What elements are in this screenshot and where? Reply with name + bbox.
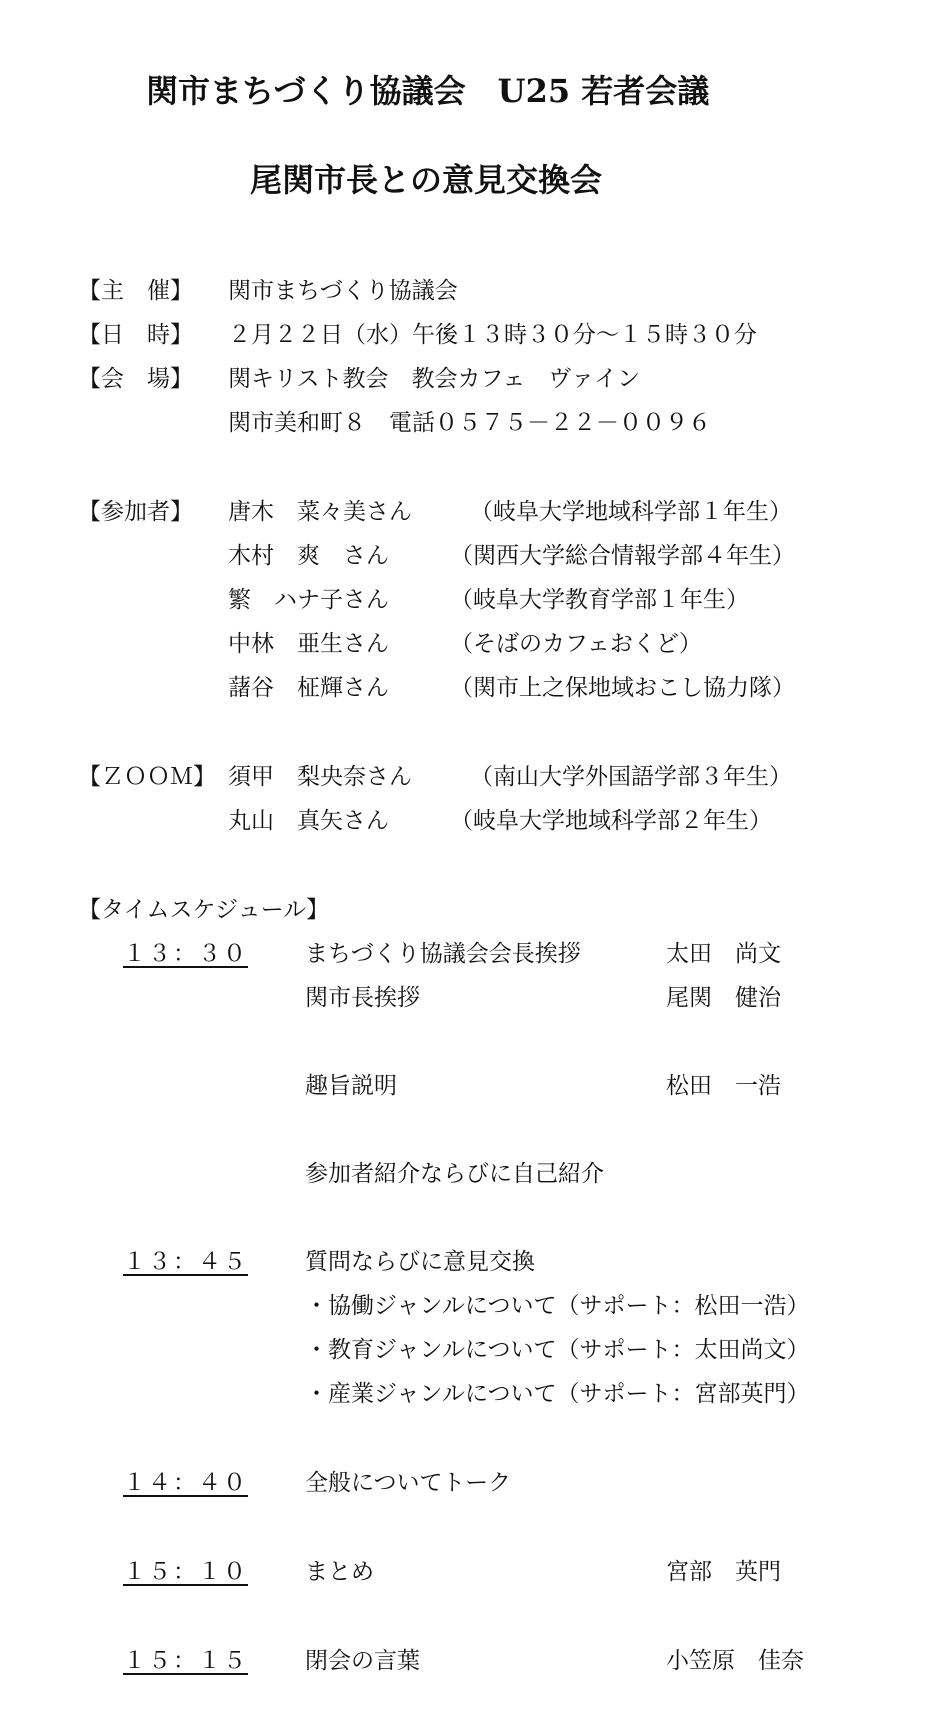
schedule-item: まちづくり協議会会長挨拶 — [305, 941, 581, 967]
schedule-subitem: ・協働ジャンルについて（サポート：松田一浩） — [305, 1293, 810, 1319]
organizer-value: 関市まちづくり協議会 — [228, 278, 458, 304]
zoom-participant-affiliation: （岐阜大学地域科学部２年生） — [450, 808, 772, 834]
document-subtitle: 尾関市長との意見交換会 — [250, 161, 603, 199]
schedule-subitem: ・教育ジャンルについて（サポート：太田尚文） — [305, 1337, 810, 1363]
schedule-person: 尾関 健治 — [666, 985, 781, 1011]
schedule-time: １３：４５ — [123, 1249, 248, 1275]
schedule-item: 閉会の言葉 — [305, 1648, 420, 1674]
participant-name: 木村 爽 さん — [228, 543, 389, 569]
participant-name: 唐木 菜々美さん — [228, 499, 412, 525]
venue-label: 【会 場】 — [78, 366, 193, 392]
schedule-item: 全般についてトーク — [305, 1470, 512, 1496]
schedule-person: 松田 一浩 — [666, 1073, 781, 1099]
participants-label: 【参加者】 — [78, 499, 193, 525]
participant-affiliation: （そばのカフェおくど） — [450, 631, 702, 657]
participant-affiliation: （関市上之保地域おこし協力隊） — [450, 675, 795, 701]
schedule-label: 【タイムスケジュール】 — [78, 897, 330, 923]
document-title: 関市まちづくり協議会 U25 若者会議 — [146, 72, 710, 110]
schedule-time: １４：４０ — [123, 1470, 248, 1496]
zoom-participant-affiliation: （南山大学外国語学部３年生） — [470, 764, 792, 790]
schedule-person: 宮部 英門 — [666, 1559, 781, 1585]
schedule-person: 太田 尚文 — [666, 941, 781, 967]
zoom-participant-name: 丸山 真矢さん — [228, 808, 389, 834]
schedule-item: まとめ — [305, 1559, 374, 1585]
schedule-time: １５：１５ — [123, 1648, 248, 1674]
schedule-person: 小笠原 佳奈 — [666, 1648, 804, 1674]
schedule-item: 趣旨説明 — [305, 1073, 397, 1099]
participant-affiliation: （岐阜大学地域科学部１年生） — [470, 499, 792, 525]
schedule-time: １３：３０ — [123, 941, 248, 967]
venue-line1: 関キリスト教会 教会カフェ ヴァイン — [228, 366, 641, 392]
schedule-item: 質問ならびに意見交換 — [305, 1249, 535, 1275]
participant-name: 中林 亜生さん — [228, 631, 389, 657]
datetime-label: 【日 時】 — [78, 322, 193, 348]
schedule-item: 参加者紹介ならびに自己紹介 — [305, 1161, 604, 1187]
schedule-time: １５：１０ — [123, 1559, 248, 1585]
participant-name: 藷谷 柾輝さん — [228, 675, 389, 701]
zoom-label: 【ＺＯＯＭ】 — [78, 764, 216, 790]
participant-affiliation: （岐阜大学教育学部１年生） — [450, 587, 749, 613]
venue-line2: 関市美和町８ 電話０５７５－２２－００９６ — [228, 410, 711, 436]
participant-affiliation: （関西大学総合情報学部４年生） — [450, 543, 795, 569]
organizer-label: 【主 催】 — [78, 278, 193, 304]
zoom-participant-name: 須甲 梨央奈さん — [228, 764, 412, 790]
datetime-value: ２月２２日（水）午後１３時３０分～１５時３０分 — [228, 322, 757, 348]
participant-name: 繁 ハナ子さん — [228, 587, 389, 613]
schedule-item: 関市長挨拶 — [305, 985, 420, 1011]
schedule-subitem: ・産業ジャンルについて（サポート：宮部英門） — [305, 1381, 810, 1407]
